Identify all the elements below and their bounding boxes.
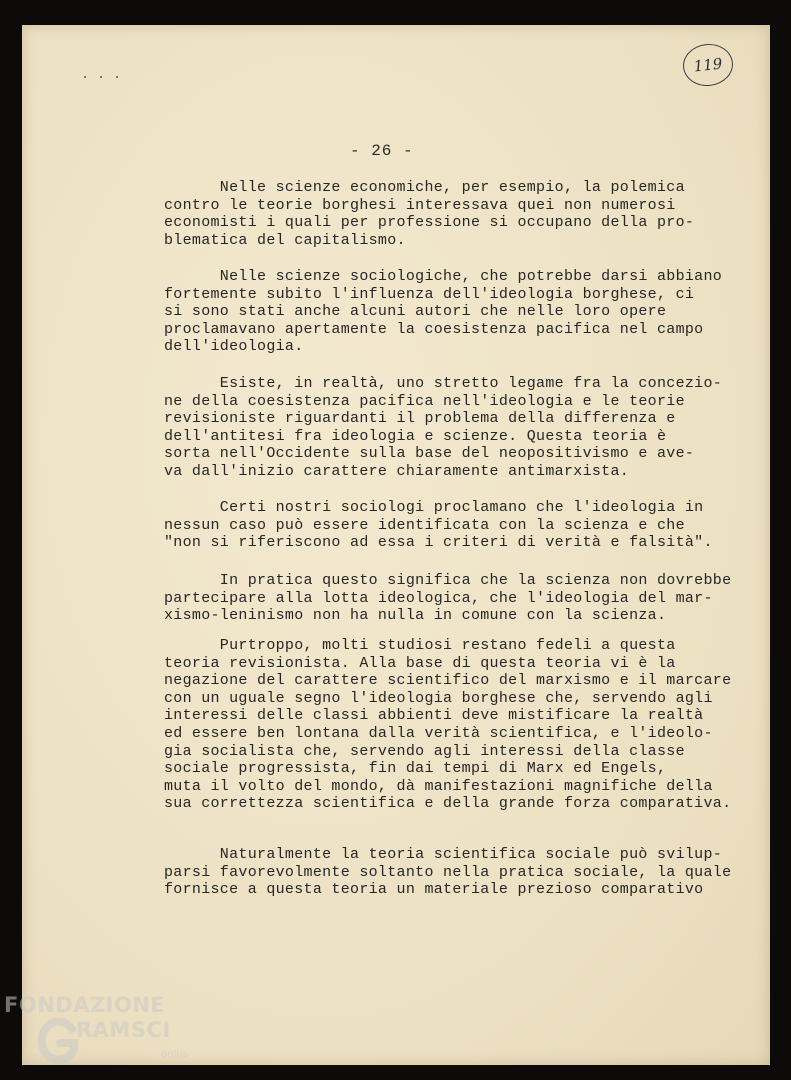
text-line: sociale progressista, fin dai tempi di Marx ed Engels, xyxy=(164,760,667,778)
paragraph-sociologists xyxy=(164,499,713,552)
text-line: ne della coesistenza pacifica nell'ideologia e le teorie xyxy=(164,392,685,410)
text-line: ed essere ben lontana dalla verità scientifica, e l'ideolo- xyxy=(164,724,713,742)
text-line: dell'antitesi fra ideologia e scienze. Questa teoria è xyxy=(164,427,667,445)
text-line: dell'ideologia. xyxy=(164,338,304,356)
punch-dot xyxy=(116,76,118,78)
text-line: parsi favorevolmente soltanto nella pratica sociale, la quale xyxy=(164,863,732,881)
watermark-line-1: FONDAZIONE xyxy=(4,993,166,1017)
page-number: - 26 - xyxy=(350,142,414,160)
punch-dot xyxy=(84,76,86,78)
text-line: muta il volto del mondo, dà manifestazioni magnifiche della xyxy=(164,777,713,795)
paragraph-sociology xyxy=(164,268,722,356)
watermark-line-3: onlus xyxy=(161,1049,188,1060)
text-line: blematica del capitalismo. xyxy=(164,231,406,249)
text-line: partecipare alla lotta ideologica, che l'ideologia del mar- xyxy=(164,589,713,607)
text-line: fornisce a questa teoria un materiale prezioso comparativo xyxy=(164,881,704,899)
paragraph-revisionism xyxy=(164,637,731,813)
paragraph-economics xyxy=(164,179,694,249)
text-line: revisioniste riguardanti il problema della differenza e xyxy=(164,410,676,428)
text-line: economisti i quali per professione si occupano della pro- xyxy=(164,214,695,232)
text-line: Nelle scienze economiche, per esempio, la polemica xyxy=(164,179,685,196)
text-line: Certi nostri sociologi proclamano che l'ideologia in xyxy=(164,499,704,516)
paragraph-conclusion xyxy=(164,846,731,899)
watermark-line-2: RAMSCI xyxy=(76,1018,171,1042)
text-line: xismo-leninismo non ha nulla in comune con la scienza. xyxy=(164,607,667,625)
text-line: sua correttezza scientifica e della grande forza comparativa. xyxy=(164,795,732,813)
text-line: contro le teorie borghesi interessava quei non numerosi xyxy=(164,196,676,214)
text-line: Naturalmente la teoria scientifica sociale può svilup- xyxy=(164,846,723,863)
text-line: fortemente subito l'influenza dell'ideologia borghese, ci xyxy=(164,285,695,303)
text-line: gia socialista che, servendo agli interessi della classe xyxy=(164,742,685,760)
text-line: proclamavano apertamente la coesistenza pacifica nel campo xyxy=(164,320,704,338)
archive-page-number: 119 xyxy=(681,42,735,89)
text-line: "non si riferiscono ad essa i criteri di verità e falsità". xyxy=(164,534,713,552)
text-line: si sono stati anche alcuni autori che nelle loro opere xyxy=(164,303,667,321)
gramsci-g-logo-icon xyxy=(36,1015,80,1067)
text-line: In pratica questo significa che la scienza non dovrebbe xyxy=(164,572,732,589)
text-line: va dall'inizio carattere chiaramente antimarxista. xyxy=(164,462,630,480)
text-line: Purtroppo, molti studiosi restano fedeli a questa xyxy=(164,637,676,654)
paragraph-practice xyxy=(164,572,731,625)
text-line: interessi delle classi abbienti deve mistificare la realtà xyxy=(164,707,704,725)
text-line: Nelle scienze sociologiche, che potrebbe darsi abbiano xyxy=(164,268,723,285)
punch-dot xyxy=(100,76,102,78)
text-line: con un uguale segno l'ideologia borghese che, servendo agli xyxy=(164,689,713,707)
fondazione-gramsci-watermark xyxy=(4,993,204,1073)
text-line: sorta nell'Occidente sulla base del neopositivismo e ave- xyxy=(164,445,695,463)
text-line: negazione del carattere scientifico del marxismo e il marcare xyxy=(164,672,732,690)
text-line: teoria revisionista. Alla base di questa teoria vi è la xyxy=(164,654,676,672)
text-line: nessun caso può essere identificata con la scienza e che xyxy=(164,516,685,534)
paragraph-coexistence xyxy=(164,375,722,481)
text-line: Esiste, in realtà, uno stretto legame fra la concezio- xyxy=(164,375,723,392)
